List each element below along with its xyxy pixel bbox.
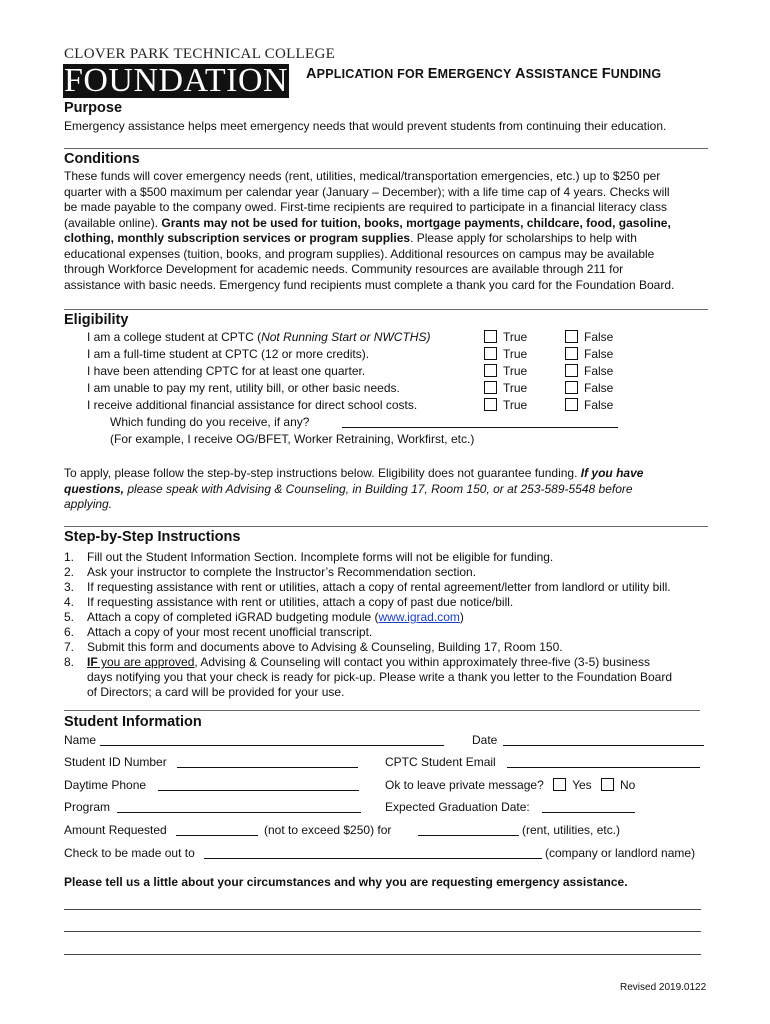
which-funding-field[interactable] xyxy=(342,427,618,428)
check-label: Check to be made out to xyxy=(64,846,195,860)
conditions-heading: Conditions xyxy=(64,151,140,167)
student-id-field[interactable] xyxy=(177,767,358,768)
not-exceed-label: (not to exceed $250) for xyxy=(264,823,392,837)
q2-false[interactable]: False xyxy=(565,347,613,361)
amount-field[interactable] xyxy=(176,835,258,836)
yes-checkbox[interactable] xyxy=(553,778,566,791)
igrad-link[interactable]: www.igrad.com xyxy=(378,610,460,624)
purpose-text: Emergency assistance helps meet emergency needs that would prevent students from continuing their education. xyxy=(64,119,667,133)
q2-true[interactable]: True xyxy=(484,347,527,361)
funding-example: (For example, I receive OG/BFET, Worker Retraining, Workfirst, etc.) xyxy=(110,432,475,446)
checkbox[interactable] xyxy=(484,347,497,360)
revision-date: Revised 2019.0122 xyxy=(620,982,707,993)
eligibility-q2: I am a full-time student at CPTC (12 or more credits). xyxy=(87,347,370,361)
name-field[interactable] xyxy=(100,745,444,746)
date-field[interactable] xyxy=(503,745,704,746)
apply-note: To apply, please follow the step-by-step instructions below. Eligibility does not guarantee funding. If you have questions, please speak with Advising & Counseling, in Building 17, Room 150, or at 253-589-5548 before applying. xyxy=(64,466,644,511)
divider xyxy=(64,148,708,149)
steps-heading: Step-by-Step Instructions xyxy=(64,529,241,545)
date-label: Date xyxy=(472,733,498,747)
program-field[interactable] xyxy=(117,812,361,813)
q1-false[interactable]: False xyxy=(565,330,613,344)
q3-false[interactable]: False xyxy=(565,364,613,378)
checkbox[interactable] xyxy=(565,398,578,411)
step-6: 6. Attach a copy of your most recent unofficial transcript. xyxy=(64,625,373,639)
q5-true[interactable]: True xyxy=(484,398,527,412)
q5-false[interactable]: False xyxy=(565,398,613,412)
phone-field[interactable] xyxy=(158,790,359,791)
step-8: 8. IF you are approved, Advising & Counseling will contact you within approximately three-five (3-5) business xyxy=(64,655,650,669)
circumstances-line-2[interactable] xyxy=(64,931,701,932)
rent-label: (rent, utilities, etc.) xyxy=(522,823,621,837)
checkbox[interactable] xyxy=(565,364,578,377)
checkbox[interactable] xyxy=(565,347,578,360)
company-label: (company or landlord name) xyxy=(545,846,696,860)
email-field[interactable] xyxy=(507,767,700,768)
graduation-label: Expected Graduation Date: xyxy=(385,800,530,814)
step-4: 4. If requesting assistance with rent or utilities, attach a copy of past due notice/bill. xyxy=(64,595,514,609)
graduation-field[interactable] xyxy=(542,812,635,813)
step-5: 5. Attach a copy of completed iGRAD budgeting module (www.igrad.com) xyxy=(64,610,464,624)
amount-label: Amount Requested xyxy=(64,823,167,837)
eligibility-q5: I receive additional financial assistance for direct school costs. xyxy=(87,398,418,412)
program-label: Program xyxy=(64,800,111,814)
eligibility-heading: Eligibility xyxy=(64,312,129,328)
q4-true[interactable]: True xyxy=(484,381,527,395)
message-question: Ok to leave private message? Yes No xyxy=(385,778,636,792)
eligibility-q4: I am unable to pay my rent, utility bill, or other basic needs. xyxy=(87,381,400,395)
circumstances-line-3[interactable] xyxy=(64,954,701,955)
conditions-text: These funds will cover emergency needs (rent, utilities, medical/transportation emergencies, etc.) up to $250 per quarter with a $500 maximum per calendar year (January – December); with a life time cap of 4 years. Checks will be made payable to the company owed. First-time recipients are required to participate in a financial literacy class (available online). Grants may not be used for tuition, books, mortgage payments, childcare, food, gasoline, clothing, monthly subscription services or program supplies. Please apply for scholarships to help with educational expenses (tuition, books, and program supplies). Additional resources on campus may be available through Workforce Development for academic needs. Community resources are available through 211 for assistance with basic needs. Emergency fund recipients must complete a thank you card for the Foundation Board. xyxy=(64,169,675,292)
checkbox[interactable] xyxy=(484,330,497,343)
email-label: CPTC Student Email xyxy=(385,755,496,769)
purpose-field[interactable] xyxy=(418,835,519,836)
step-3: 3. If requesting assistance with rent or utilities, attach a copy of rental agreement/letter from landlord or utility bill. xyxy=(64,580,671,594)
checkbox[interactable] xyxy=(565,381,578,394)
foundation-logo: FOUNDATION xyxy=(63,62,289,99)
step-7: 7. Submit this form and documents above to Advising & Counseling, Building 17, Room 150. xyxy=(64,640,563,654)
which-funding: Which funding do you receive, if any? xyxy=(110,415,310,429)
eligibility-q1: I am a college student at CPTC (Not Running Start or NWCTHS) xyxy=(87,330,431,344)
college-name: CLOVER PARK TECHNICAL COLLEGE xyxy=(64,46,336,62)
name-label: Name xyxy=(64,733,97,747)
steps-list: 1. Fill out the Student Information Section. Incomplete forms will not be eligible for funding. 2. Ask your instructor to complete the Instructor’s Recommendation section. 3. If requesting assistance with rent or utilities, attach a copy of rental agreement/letter from landlord or utility bill. 4. If requesting assistance with rent or utilities, attach a copy of past due notice/bill. 5. Attach a copy of completed iGRAD budgeting module (www.igrad.com) 6. Attach a copy of your most recent unofficial transcript. 7. Submit this form and documents above to Advising & Counseling, Building 17, Room 150. 8. IF you are approved, Advising & Counseling will contact you within approximately three-five (3-5) business days notifying you that your check is ready for pick-up. Please write a thank you letter to the Foundation Board of Directors; a card will be provided for your use. xyxy=(64,550,724,700)
step-2: 2. Ask your instructor to complete the Instructor’s Recommendation section. xyxy=(64,565,477,579)
page-title: APPLICATION FOR EMERGENCY ASSISTANCE FUNDING xyxy=(306,66,662,82)
divider xyxy=(64,710,700,711)
no-checkbox[interactable] xyxy=(601,778,614,791)
circumstances-prompt: Please tell us a little about your circumstances and why you are requesting emergency assistance. xyxy=(64,875,628,889)
student-id-label: Student ID Number xyxy=(64,755,167,769)
divider xyxy=(64,526,708,527)
q3-true[interactable]: True xyxy=(484,364,527,378)
checkbox[interactable] xyxy=(484,398,497,411)
checkbox[interactable] xyxy=(565,330,578,343)
payee-field[interactable] xyxy=(204,858,542,859)
q1-true[interactable]: True xyxy=(484,330,527,344)
purpose-heading: Purpose xyxy=(64,100,123,116)
divider xyxy=(64,309,708,310)
student-info-heading: Student Information xyxy=(64,714,202,730)
step-1: 1. Fill out the Student Information Section. Incomplete forms will not be eligible for funding. xyxy=(64,550,554,564)
eligibility-q3: I have been attending CPTC for at least one quarter. xyxy=(87,364,366,378)
q4-false[interactable]: False xyxy=(565,381,613,395)
phone-label: Daytime Phone xyxy=(64,778,147,792)
checkbox[interactable] xyxy=(484,364,497,377)
checkbox[interactable] xyxy=(484,381,497,394)
circumstances-line-1[interactable] xyxy=(64,909,701,910)
